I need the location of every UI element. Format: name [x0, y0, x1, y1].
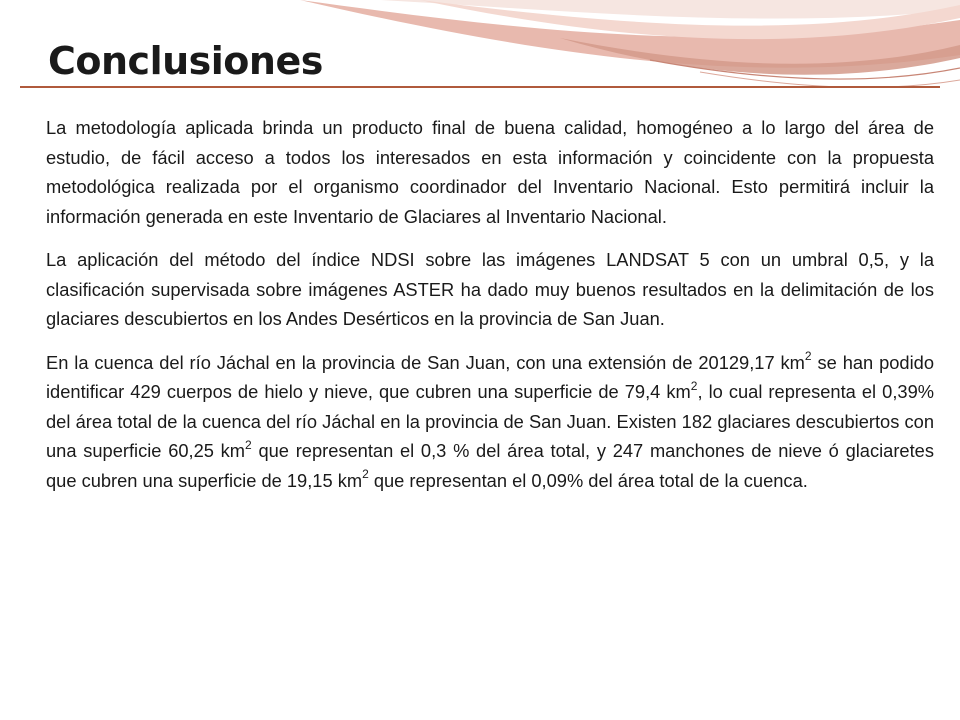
title-underline	[20, 86, 940, 88]
paragraph-jachal-basin	[46, 348, 934, 496]
text-segment: que representan el 0,3 % del área total, y 247 manchones de nieve ó glaciaretes que cubren una superficie de 19,15 km	[46, 440, 934, 491]
text-segment: En la cuenca del río Jáchal en la provincia de San Juan, con una extensión de 20129,17 km	[46, 351, 805, 373]
paragraph-ndsi: La aplicación del método del índice NDSI sobre las imágenes LANDSAT 5 con un umbral 0,5, y la clasificación supervisada sobre imágenes ASTER ha dado muy buenos resultados en la delimitación de los glaciares descubiertos en los Andes Desérticos en la provincia de San Juan.	[46, 249, 934, 329]
text-segment: se han podido identificar 429 cuerpos de hielo y nieve, que cubren una superficie de 79,4 km	[46, 351, 934, 402]
slide-title: Conclusiones	[48, 39, 323, 83]
text-segment: que representan el 0,09% del área total de la cuenca.	[368, 469, 808, 491]
slide-body	[46, 113, 934, 509]
text-segment: , lo cual representa el 0,39% del área total de la cuenca del río Jáchal en la provincia de San Juan. Existen 182 glaciares descubiertos con una superficie 60,25 km	[46, 381, 934, 461]
superscript-exponent: 2	[690, 378, 698, 393]
superscript-exponent: 2	[804, 349, 812, 364]
paragraph-methodology: La metodología aplicada brinda un producto final de buena calidad, homogéneo a lo largo del área de estudio, de fácil acceso a todos los interesados en esta información y coincidente con la propuesta metodológica realizada por el organismo coordinador del Inventario Nacional. Esto permitirá incluir la información generada en este Inventario de Glaciares al Inventario Nacional.	[46, 117, 934, 227]
superscript-exponent: 2	[245, 437, 252, 452]
superscript-exponent: 2	[362, 467, 369, 482]
